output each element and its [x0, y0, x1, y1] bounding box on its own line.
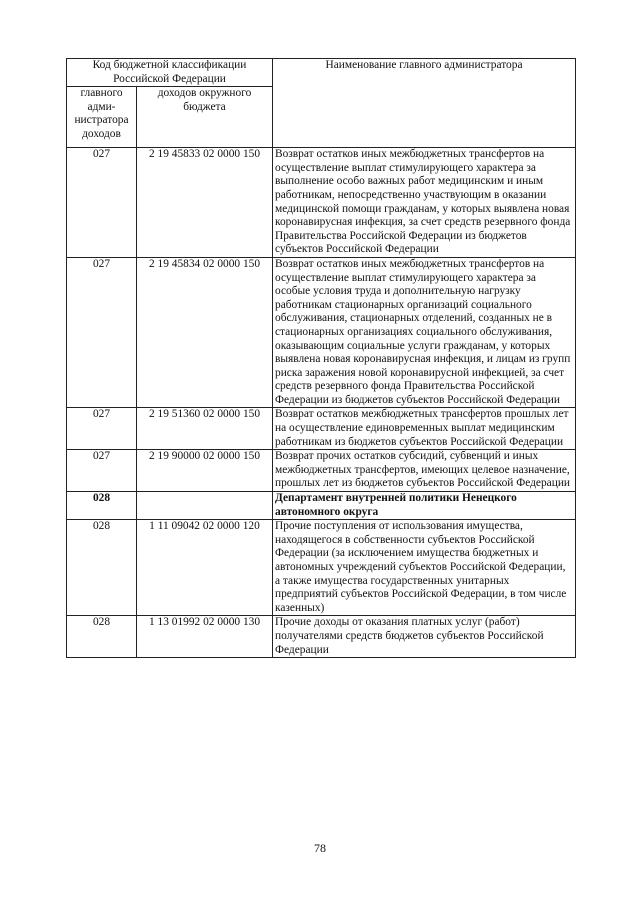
- table-row: [67, 616, 576, 658]
- administrator-name-cell: Возврат остатков иных межбюджетных трансфертов на осуществление выплат стимулирующего характера за выполнение особо важных работ медицинским и иным работникам, непосредственно участвующим в оказании медицинской помощи гражданам, у которых выявлена новая коронавирусная инфекция, за счет средств резервного фонда Правительства Российской Федерации из бюджетов субъектов Российской Федерации: [273, 148, 576, 258]
- admin-code-cell: 027: [67, 408, 137, 450]
- table-row: [67, 408, 576, 450]
- admin-code-cell: 027: [67, 257, 137, 408]
- admin-code-cell: 027: [67, 148, 137, 258]
- admin-code-cell: 027: [67, 450, 137, 492]
- header-district-budget-income: доходов окружного бюджета: [137, 87, 273, 148]
- budget-code-cell: 1 13 01992 02 0000 130: [137, 616, 273, 658]
- budget-code-cell: 2 19 45833 02 0000 150: [137, 148, 273, 258]
- administrator-name-cell: Возврат прочих остатков субсидий, субвенций и иных межбюджетных трансфертов, имеющих целевое назначение, прошлых лет из бюджетов субъектов Российской Федерации: [273, 450, 576, 492]
- table-row: [67, 520, 576, 616]
- table-row: [67, 148, 576, 258]
- budget-code-cell: 2 19 45834 02 0000 150: [137, 257, 273, 408]
- admin-code-cell: 028: [67, 492, 137, 520]
- header-classification-code: Код бюджетной классификации Российской Федерации: [67, 59, 273, 87]
- budget-code-cell: 2 19 90000 02 0000 150: [137, 450, 273, 492]
- admin-code-cell: 028: [67, 616, 137, 658]
- budget-classification-table: [66, 58, 576, 658]
- budget-code-cell: 2 19 51360 02 0000 150: [137, 408, 273, 450]
- administrator-name-cell: Департамент внутренней политики Ненецкого автономного округа: [273, 492, 576, 520]
- admin-code-cell: 028: [67, 520, 137, 616]
- administrator-name-cell: Возврат остатков межбюджетных трансфертов прошлых лет на осуществление единовременных выплат медицинским работникам из бюджетов субъектов Российской Федерации: [273, 408, 576, 450]
- table-row-section-heading: [67, 492, 576, 520]
- administrator-name-cell: Прочие доходы от оказания платных услуг (работ) получателями средств бюджетов субъектов Российской Федерации: [273, 616, 576, 658]
- administrator-name-cell: Прочие поступления от использования имущества, находящегося в собственности субъектов Российской Федерации (за исключением имущества бюджетных и автономных учреждений субъектов Российской Федерации, а также имущества государственных унитарных предприятий субъектов Российской Федерации, в том числе казенных): [273, 520, 576, 616]
- administrator-name-cell: Возврат остатков иных межбюджетных трансфертов на осуществление выплат стимулирующего характера за особые условия труда и дополнительную нагрузку работникам стационарных организаций социального обслуживания, стационарных отделений, созданных не в стационарных организациях социального обслуживания, оказывающим социальные услуги гражданам, у которых выявлена новая коронавирусная инфекция, и лицам из групп риска заражения новой коронавирусной инфекцией, за счет средств резервного фонда Правительства Российской Федерации из бюджетов субъектов Российской Федерации: [273, 257, 576, 408]
- table-row: [67, 257, 576, 408]
- header-administrator-name: Наименование главного администратора: [273, 59, 576, 148]
- budget-code-cell: [137, 492, 273, 520]
- budget-code-cell: 1 11 09042 02 0000 120: [137, 520, 273, 616]
- header-chief-administrator: главного адми-нистратора доходов: [67, 87, 137, 148]
- document-page: [66, 58, 575, 658]
- page-number: 78: [314, 841, 326, 855]
- table-row: [67, 450, 576, 492]
